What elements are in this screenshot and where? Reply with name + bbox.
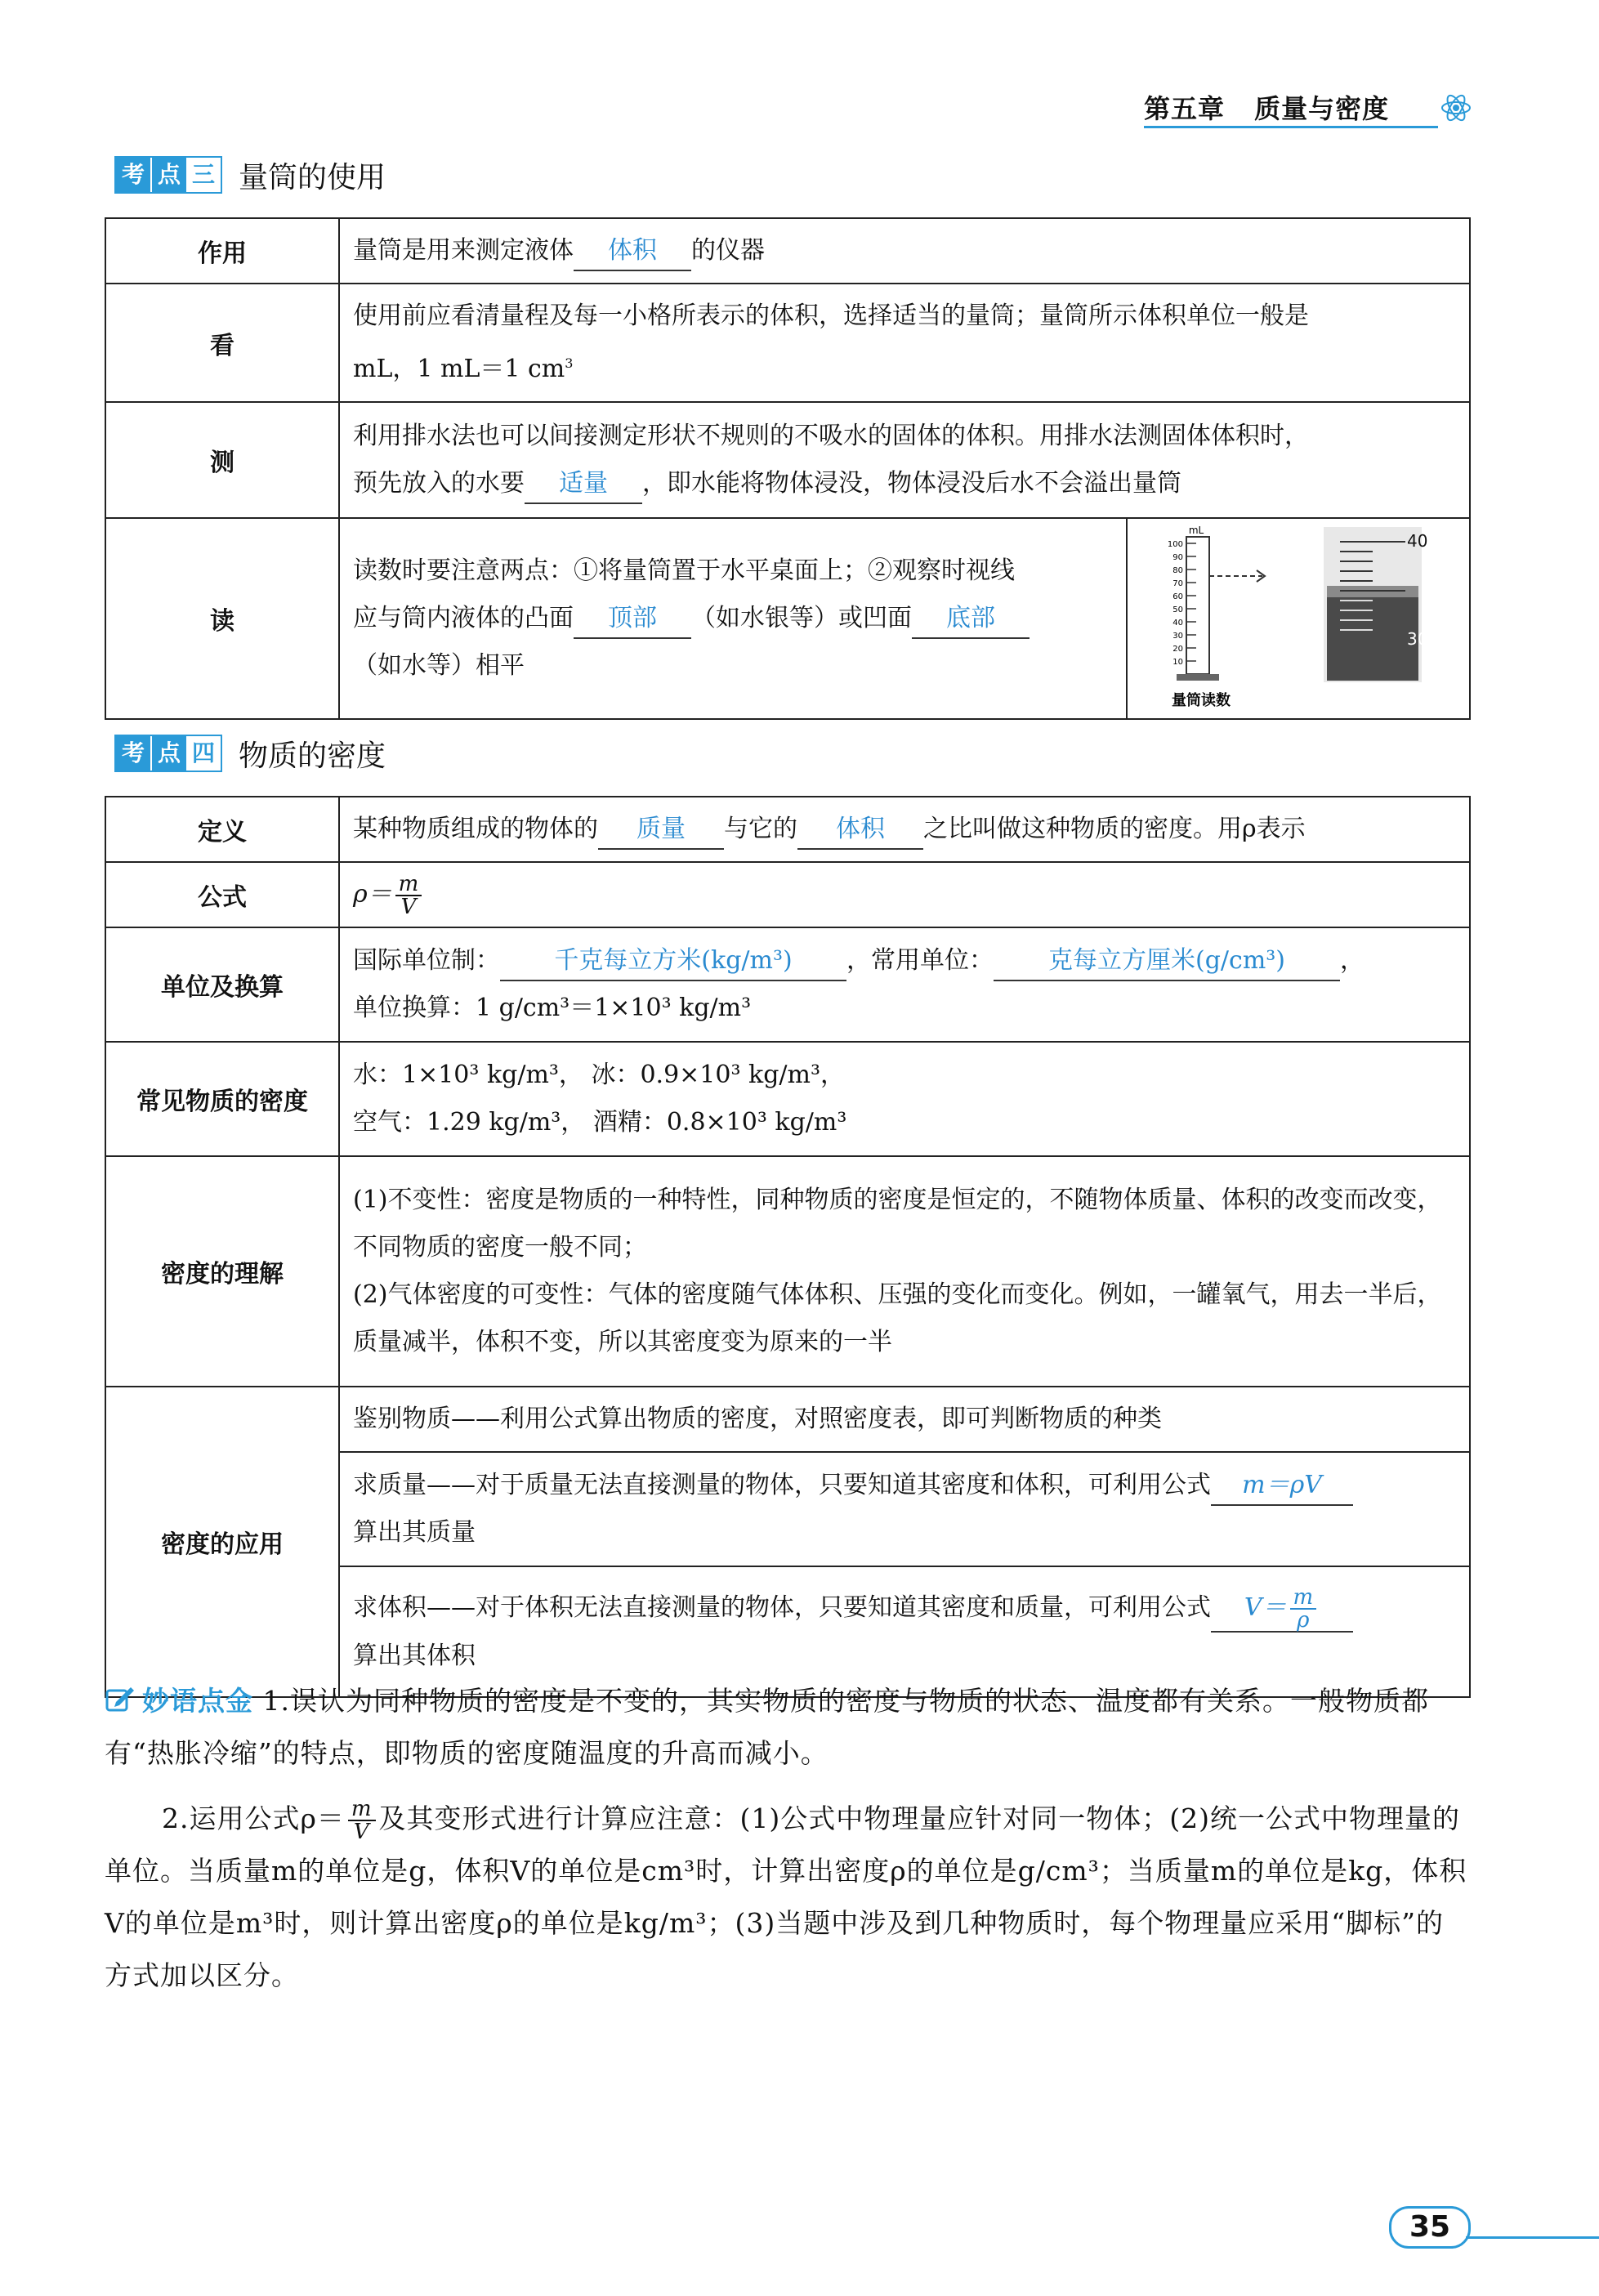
denominator: V <box>400 895 417 919</box>
badge-number: 四 <box>186 736 221 771</box>
text: 算出其体积 <box>353 1641 476 1670</box>
answer-blank: m＝ρV <box>1211 1467 1353 1506</box>
numerator: m <box>348 1798 376 1821</box>
tick-label: 80 <box>1172 566 1183 575</box>
tips-label-text: 妙语点金 <box>142 1685 253 1717</box>
row-content <box>339 1156 1470 1387</box>
table-row <box>105 862 1470 927</box>
answer-blank: 质量 <box>598 811 724 850</box>
answer-blank: 千克每立方米(kg/m³) <box>500 942 846 981</box>
table-row <box>105 402 1470 518</box>
text: 水：1×10³ kg/m³， 冰：0.9×10³ kg/m³， <box>353 1061 846 1089</box>
tips-paragraph-2 <box>105 1793 1471 2002</box>
section4-title: 物质的密度 <box>239 739 386 773</box>
text: 空气：1.29 kg/m³， 酒精：0.8×10³ kg/m³ <box>353 1108 847 1137</box>
answer-blank: 适量 <box>525 465 642 504</box>
section4-badge <box>114 735 222 772</box>
text: 算出其质量 <box>353 1518 476 1547</box>
text: 应与筒内液体的凸面 <box>353 604 574 632</box>
badge-kao: 考 <box>116 158 150 192</box>
measuring-cylinder-table <box>105 217 1471 720</box>
row-label: 测 <box>105 402 339 518</box>
answer-blank: 底部 <box>912 600 1030 639</box>
text: 求质量——对于质量无法直接测量的物体，只要知道其密度和体积，可利用公式 <box>353 1471 1211 1499</box>
text: 与它的 <box>724 815 797 843</box>
badge-number: 三 <box>186 158 221 192</box>
tick-label: 60 <box>1172 592 1183 601</box>
page-number: 35 <box>1389 2206 1471 2249</box>
section4-heading <box>114 732 386 775</box>
tick-label: 100 <box>1167 540 1183 549</box>
row-content <box>339 402 1470 518</box>
row-label: 密度的理解 <box>105 1156 339 1387</box>
tips-paragraph-1 <box>105 1675 1471 1780</box>
badge-dian: 点 <box>150 158 186 192</box>
table-row <box>105 1387 1470 1452</box>
fig-unit: mL <box>1188 525 1204 536</box>
answer-blank <box>1211 1584 1353 1633</box>
superscript: 3 <box>565 355 574 371</box>
table-row <box>105 1156 1470 1387</box>
tick-label: 10 <box>1172 658 1183 667</box>
text: 鉴别物质——利用公式算出物质的密度，对照密度表，即可判断物质的种类 <box>353 1405 1162 1433</box>
cylinder-base <box>1177 674 1219 681</box>
table-row <box>105 927 1470 1042</box>
text: 使用前应看清量程及每一小格所表示的体积，选择适当的量筒；量筒所示体积单位一般是 <box>353 302 1309 330</box>
row-label: 常见物质的密度 <box>105 1042 339 1156</box>
cylinder-figure <box>1126 519 1469 718</box>
table-row <box>105 1042 1470 1156</box>
row-content <box>339 862 1470 927</box>
cylinder-outline <box>1186 537 1209 674</box>
row-label: 公式 <box>105 862 339 927</box>
formula-lhs: ρ＝ <box>353 880 392 909</box>
row-label: 单位及换算 <box>105 927 339 1042</box>
header-underline <box>1144 126 1438 128</box>
section3-title: 量筒的使用 <box>239 160 386 194</box>
text: 2.运用公式ρ＝ <box>162 1802 345 1834</box>
text: 的仪器 <box>691 236 765 265</box>
text: 之比叫做这种物质的密度。用ρ表示 <box>923 815 1306 843</box>
table-row <box>105 218 1470 284</box>
answer-blank: 顶部 <box>574 600 691 639</box>
text: （如水银等）或凹面 <box>691 604 912 632</box>
formula-lhs: V＝ <box>1244 1592 1287 1622</box>
text: 及其变形式进行计算应注意：(1)公式中物理量应针对同一物体；(2)统一公式中物理量的单位。当质量m的单位是g，体积V的单位是cm³时，计算出密度ρ的单位是g/cm³；当质量m的单位是kg，体积V的单位是m³时，则计算出密度ρ的单位是kg/m³；(3)当题中涉及到几种物质时，每个物理量应采用“脚标”的方式加以区分。 <box>105 1802 1467 1991</box>
row-label: 作用 <box>105 218 339 284</box>
numerator: m <box>395 873 422 896</box>
text: 1.误认为同种物质的密度是不变的，其实物质的密度与物质的状态、温度都有关系。一般物质都有“热胀冷缩”的特点，即物质的密度随温度的升高而减小。 <box>105 1685 1429 1769</box>
cylinder-ticks <box>1168 540 1196 667</box>
fig-caption: 量筒读数 <box>1172 692 1231 709</box>
tick-label: 90 <box>1172 553 1183 562</box>
table-row <box>105 284 1470 402</box>
tips-label <box>105 1685 253 1717</box>
text: （如水等）相平 <box>353 651 525 680</box>
row-content <box>339 218 1470 284</box>
photo-label-bottom: 30 <box>1407 629 1428 649</box>
row-content <box>339 797 1470 862</box>
text: 利用排水法也可以间接测定形状不规则的不吸水的固体的体积。用排水法测固体体积时， <box>353 422 1309 450</box>
photo-liquid <box>1327 592 1418 681</box>
row-content <box>339 518 1470 719</box>
table-row <box>105 518 1470 719</box>
answer-blank: 体积 <box>797 811 923 850</box>
text: 单位换算：1 g/cm³＝1×10³ kg/m³ <box>353 994 752 1022</box>
tick-label: 40 <box>1172 619 1183 628</box>
tick-label: 20 <box>1172 645 1183 654</box>
text: 读数时要注意两点：①将量筒置于水平桌面上；②观察时视线 <box>353 556 1015 585</box>
cylinder-diagram <box>1128 519 1471 718</box>
table-row <box>105 797 1470 862</box>
pencil-note-icon <box>105 1686 136 1713</box>
text: ， <box>1340 946 1365 975</box>
section3-badge <box>114 156 222 194</box>
row-content <box>339 1387 1470 1452</box>
chapter-title: 质量与密度 <box>1254 93 1390 124</box>
tick-label: 50 <box>1172 605 1183 614</box>
formula-fraction <box>348 1798 376 1843</box>
numerator: m <box>1290 1587 1317 1610</box>
denominator: ρ <box>1297 1607 1310 1633</box>
badge-dian: 点 <box>150 736 186 771</box>
text: 某种物质组成的物体的 <box>353 815 598 843</box>
answer-blank: 克每立方厘米(g/cm³) <box>994 942 1340 981</box>
section3-heading <box>114 154 386 196</box>
text: 国际单位制： <box>353 946 500 975</box>
chapter-header <box>1144 88 1389 126</box>
row-content <box>339 284 1470 402</box>
badge-kao: 考 <box>116 736 150 771</box>
text: (2)气体密度的可变性：气体的密度随气体体积、压强的变化而变化。例如，一罐氧气，用去一半后，质量减半，体积不变，所以其密度变为原来的一半 <box>353 1280 1442 1356</box>
text: mL，1 mL＝1 cm <box>353 355 565 383</box>
text: 求体积——对于体积无法直接测量的物体，只要知道其密度和质量，可利用公式 <box>353 1592 1211 1622</box>
photo-label-top: 40 <box>1407 531 1428 551</box>
row-label: 密度的应用 <box>105 1387 339 1697</box>
row-content <box>339 1452 1470 1566</box>
text: (1)不变性：密度是物质的一种特性，同种物质的密度是恒定的，不随物体质量、体积的改变而改变，不同物质的密度一般不同； <box>353 1186 1442 1262</box>
formula-fraction <box>1290 1584 1317 1633</box>
text: ，即水能将物体浸没，物体浸没后水不会溢出量筒 <box>642 469 1181 498</box>
page-number-line <box>1466 2236 1599 2239</box>
row-label: 看 <box>105 284 339 402</box>
row-content <box>339 1042 1470 1156</box>
text: ，常用单位： <box>846 946 994 975</box>
chapter-number: 第五章 <box>1144 93 1226 124</box>
reading-text <box>340 519 1126 718</box>
text: 预先放入的水要 <box>353 469 525 498</box>
tick-label: 70 <box>1172 579 1183 588</box>
denominator: V <box>353 1820 370 1844</box>
atom-icon <box>1440 92 1472 124</box>
tick-label: 30 <box>1172 632 1183 641</box>
density-table <box>105 796 1471 1698</box>
row-label: 读 <box>105 518 339 719</box>
formula-fraction <box>395 873 422 918</box>
row-content <box>339 927 1470 1042</box>
text: 量筒是用来测定液体 <box>353 236 574 265</box>
row-label: 定义 <box>105 797 339 862</box>
answer-blank: 体积 <box>574 232 691 271</box>
